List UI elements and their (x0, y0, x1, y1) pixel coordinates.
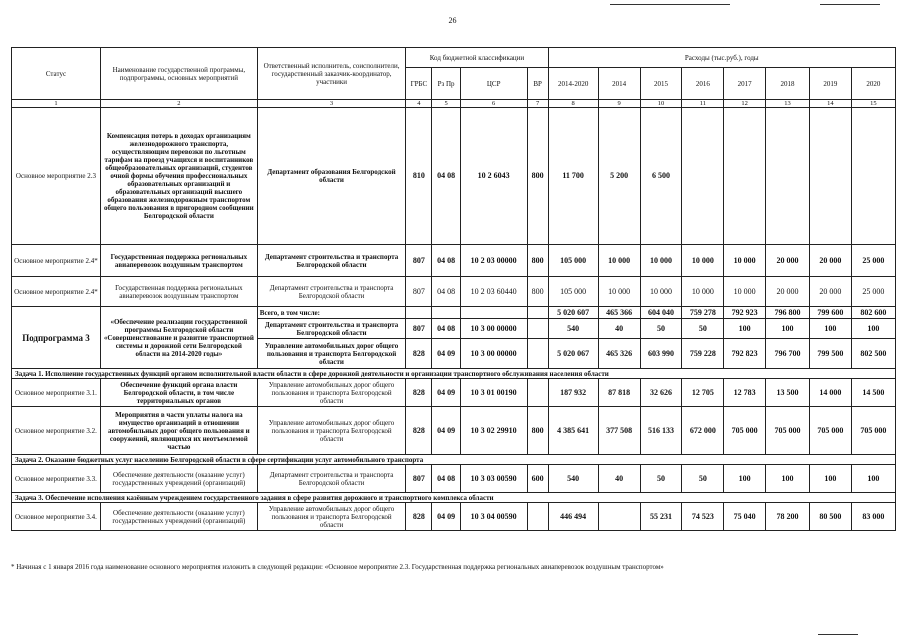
row-status: Основное мероприятие 2.3 (12, 108, 101, 245)
cell-value: 792 823 (724, 339, 766, 369)
col-index: 11 (682, 100, 724, 108)
col-index: 12 (724, 100, 766, 108)
cell-vr: 800 (527, 245, 548, 277)
cell-value: 604 040 (640, 307, 682, 319)
col-index: 14 (810, 100, 852, 108)
cell-vr: 800 (527, 108, 548, 245)
header-row (12, 48, 896, 68)
cell-value: 802 600 (851, 307, 895, 319)
cell-value (810, 108, 852, 245)
row-executor: Управление автомобильных дорог общего пользования и транспорта Белгородской области (257, 503, 406, 531)
header-year: 2015 (640, 68, 682, 100)
header-year: 2014-2020 (548, 68, 598, 100)
cell-value: 5 020 067 (548, 339, 598, 369)
col-index: 8 (548, 100, 598, 108)
cell-rzpr: 04 08 (432, 277, 460, 307)
cell-value: 100 (851, 465, 895, 493)
header-name: Наименование государственной программы, подпрограммы, основных мероприятий (100, 48, 257, 100)
row-status: Подпрограмма 3 (12, 307, 101, 369)
cell-value: 792 923 (724, 307, 766, 319)
cell-rzpr: 04 08 (432, 465, 460, 493)
cell-value: 75 040 (724, 503, 766, 531)
row-status: Основное мероприятие 3.2. (12, 407, 101, 455)
scan-mark (818, 634, 858, 635)
cell-value: 5 200 (598, 108, 640, 245)
cell-value: 705 000 (810, 407, 852, 455)
cell-value: 105 000 (548, 277, 598, 307)
cell-rzpr: 04 09 (432, 379, 460, 407)
cell-rzpr: 04 08 (432, 245, 460, 277)
header-csr: ЦСР (460, 68, 527, 100)
cell-value: 12 705 (682, 379, 724, 407)
cell-vr (527, 319, 548, 339)
cell-value: 20 000 (766, 277, 810, 307)
cell-vr: 800 (527, 407, 548, 455)
cell-value: 10 000 (640, 245, 682, 277)
cell-value: 799 600 (810, 307, 852, 319)
column-index-row (12, 100, 896, 108)
row-status: Основное мероприятие 2.4* (12, 277, 101, 307)
row-name: Мероприятия в части уплаты налога на имущество организаций в отношении автомобильных дорог общего пользования и сооружений, являющихся их неотъемлемой частью (100, 407, 257, 455)
cell-csr: 10 3 04 00590 (460, 503, 527, 531)
col-index: 10 (640, 100, 682, 108)
cell-vr: 800 (527, 277, 548, 307)
cell-value: 11 700 (548, 108, 598, 245)
col-index: 7 (527, 100, 548, 108)
cell-value: 25 000 (851, 245, 895, 277)
cell-value: 50 (682, 465, 724, 493)
cell-value: 377 508 (598, 407, 640, 455)
col-index: 15 (851, 100, 895, 108)
table-row (12, 307, 896, 319)
cell-empty (432, 307, 460, 319)
cell-value: 10 000 (724, 277, 766, 307)
cell-value: 105 000 (548, 245, 598, 277)
cell-csr: 10 3 02 29910 (460, 407, 527, 455)
cell-grbs: 807 (406, 245, 432, 277)
cell-grbs: 807 (406, 277, 432, 307)
table-row (12, 277, 896, 307)
cell-value: 799 500 (810, 339, 852, 369)
cell-value: 40 (598, 465, 640, 493)
cell-value: 50 (640, 465, 682, 493)
row-name: Обеспечение деятельности (оказание услуг) государственных учреждений (организаций) (100, 503, 257, 531)
table-row (12, 245, 896, 277)
cell-value: 100 (766, 465, 810, 493)
cell-value: 705 000 (766, 407, 810, 455)
cell-value: 80 500 (810, 503, 852, 531)
cell-value: 87 818 (598, 379, 640, 407)
cell-value: 10 000 (682, 277, 724, 307)
cell-csr: 10 3 01 00190 (460, 379, 527, 407)
cell-value: 32 626 (640, 379, 682, 407)
cell-value: 55 231 (640, 503, 682, 531)
col-index: 5 (432, 100, 460, 108)
cell-value (766, 108, 810, 245)
cell-value (598, 503, 640, 531)
cell-value (682, 108, 724, 245)
cell-csr: 10 2 03 00000 (460, 245, 527, 277)
task-title: Задача 1. Исполнение государственных функций органом исполнительной власти области в сфере дорожной деятельности и организации транспортного обслуживания населения области (12, 369, 896, 379)
cell-grbs: 807 (406, 319, 432, 339)
cell-vr (527, 339, 548, 369)
cell-value: 10 000 (598, 277, 640, 307)
table-row (12, 108, 896, 245)
table-row (12, 503, 896, 531)
row-status: Основное мероприятие 2.4* (12, 245, 101, 277)
row-executor: Управление автомобильных дорог общего пользования и транспорта Белгородской области (257, 339, 406, 369)
row-name: Обеспечение деятельности (оказание услуг) государственных учреждений (организаций) (100, 465, 257, 493)
page-number: 26 (448, 16, 457, 25)
row-executor: Управление автомобильных дорог общего пользования и транспорта Белгородской области (257, 407, 406, 455)
cell-csr: 10 2 6043 (460, 108, 527, 245)
header-budget-code: Код бюджетной классификации (406, 48, 548, 68)
col-index: 4 (406, 100, 432, 108)
cell-empty (406, 307, 432, 319)
cell-value: 13 500 (766, 379, 810, 407)
header-vr: ВР (527, 68, 548, 100)
task-row (12, 493, 896, 503)
row-name: Государственная поддержка региональных авиаперевозок воздушным транспортом (100, 245, 257, 277)
cell-value: 50 (640, 319, 682, 339)
header-grbs: ГРБС (406, 68, 432, 100)
cell-grbs: 828 (406, 339, 432, 369)
cell-value: 12 783 (724, 379, 766, 407)
cell-value: 100 (724, 319, 766, 339)
cell-value: 10 000 (724, 245, 766, 277)
cell-value: 100 (851, 319, 895, 339)
cell-value: 78 200 (766, 503, 810, 531)
cell-value: 20 000 (810, 245, 852, 277)
row-name: Обеспечение функций органа власти Белгородской области, в том числе территориальных органов (100, 379, 257, 407)
col-index: 2 (100, 100, 257, 108)
task-title: Задача 3. Обеспечение исполнения казённым учреждением государственного задания в сфере развития дорожного и транспортного комплекса области (12, 493, 896, 503)
cell-value: 603 990 (640, 339, 682, 369)
cell-value: 796 800 (766, 307, 810, 319)
cell-value: 100 (766, 319, 810, 339)
header-expenses: Расходы (тыс.руб.), годы (548, 48, 895, 68)
header-executor: Ответственный исполнитель, соисполнители, государственный заказчик-координатор, участники (257, 48, 406, 100)
col-index: 1 (12, 100, 101, 108)
cell-value: 74 523 (682, 503, 724, 531)
cell-value: 759 228 (682, 339, 724, 369)
header-year: 2017 (724, 68, 766, 100)
cell-value: 20 000 (766, 245, 810, 277)
cell-value: 672 000 (682, 407, 724, 455)
cell-vr (527, 379, 548, 407)
cell-rzpr: 04 08 (432, 108, 460, 245)
row-name: Компенсация потерь в доходах организациям железнодорожного транспорта, осуществляющим перевозки по льготным тарифам на проезд учащихся и воспитанников общеобразовательных организаций, студентов очной формы обучения профессиональных образовательных организаций и образовательных организаций высшего образования железнодорожным транспортом общего пользования в пригородном сообщении Белгородской области (100, 108, 257, 245)
cell-value: 14 000 (810, 379, 852, 407)
scan-mark (610, 4, 730, 5)
row-executor: Департамент образования Белгородской области (257, 108, 406, 245)
row-executor: Департамент строительства и транспорта Белгородской области (257, 465, 406, 493)
cell-value: 10 000 (682, 245, 724, 277)
cell-vr: 600 (527, 465, 548, 493)
cell-empty (527, 307, 548, 319)
cell-empty (460, 307, 527, 319)
row-executor: Департамент строительства и транспорта Белгородской области (257, 319, 406, 339)
header-rzpr: Рз Пр (432, 68, 460, 100)
cell-value: 40 (598, 319, 640, 339)
cell-value: 705 000 (851, 407, 895, 455)
scan-mark (820, 4, 880, 5)
row-total-label: Всего, в том числе: (257, 307, 406, 319)
task-title: Задача 2. Оказание бюджетных услуг населению Белгородской области в сфере сертификации услуг автомобильного транспорта (12, 455, 896, 465)
header-year: 2019 (810, 68, 852, 100)
cell-rzpr: 04 08 (432, 319, 460, 339)
table-row (12, 465, 896, 493)
row-executor: Управление автомобильных дорог общего пользования и транспорта Белгородской области (257, 379, 406, 407)
cell-value (851, 108, 895, 245)
col-index: 13 (766, 100, 810, 108)
cell-value: 14 500 (851, 379, 895, 407)
cell-value: 446 494 (548, 503, 598, 531)
cell-value: 4 385 641 (548, 407, 598, 455)
footnote: * Начиная с 1 января 2016 года наименование основного мероприятия изложить в следующей редакции: «Основное мероприятие 2.3. Государственная поддержка региональных авиаперевозок воздушным транспортом» (11, 563, 664, 571)
cell-value: 83 000 (851, 503, 895, 531)
cell-csr: 10 3 00 00000 (460, 319, 527, 339)
header-year: 2014 (598, 68, 640, 100)
header-year: 2016 (682, 68, 724, 100)
cell-value: 20 000 (810, 277, 852, 307)
cell-value: 25 000 (851, 277, 895, 307)
cell-csr: 10 3 03 00590 (460, 465, 527, 493)
cell-value: 802 500 (851, 339, 895, 369)
row-name: «Обеспечение реализации государственной программы Белгородской области «Совершенствование и развитие транспортной системы и дорожной сети Белгородской области на 2014-2020 годы» (100, 307, 257, 369)
row-status: Основное мероприятие 3.3. (12, 465, 101, 493)
cell-value: 540 (548, 319, 598, 339)
cell-value: 540 (548, 465, 598, 493)
row-name: Государственная поддержка региональных авиаперевозок воздушным транспортом (100, 277, 257, 307)
cell-grbs: 810 (406, 108, 432, 245)
cell-value: 465 326 (598, 339, 640, 369)
col-index: 9 (598, 100, 640, 108)
cell-value: 100 (724, 465, 766, 493)
cell-vr (527, 503, 548, 531)
header-year: 2018 (766, 68, 810, 100)
cell-value (724, 108, 766, 245)
cell-grbs: 828 (406, 407, 432, 455)
cell-value: 10 000 (598, 245, 640, 277)
header-status: Статус (12, 48, 101, 100)
row-executor: Департамент строительства и транспорта Белгородской области (257, 245, 406, 277)
cell-grbs: 807 (406, 465, 432, 493)
cell-value: 187 932 (548, 379, 598, 407)
table-row (12, 379, 896, 407)
row-status: Основное мероприятие 3.4. (12, 503, 101, 531)
cell-value: 50 (682, 319, 724, 339)
cell-value: 465 366 (598, 307, 640, 319)
row-status: Основное мероприятие 3.1. (12, 379, 101, 407)
cell-csr: 10 2 03 60440 (460, 277, 527, 307)
cell-rzpr: 04 09 (432, 339, 460, 369)
task-row (12, 455, 896, 465)
cell-grbs: 828 (406, 379, 432, 407)
header-year: 2020 (851, 68, 895, 100)
cell-value: 100 (810, 319, 852, 339)
cell-rzpr: 04 09 (432, 407, 460, 455)
cell-value: 10 000 (640, 277, 682, 307)
cell-value: 759 278 (682, 307, 724, 319)
row-executor: Департамент строительства и транспорта Белгородской области (257, 277, 406, 307)
cell-value: 100 (810, 465, 852, 493)
cell-value: 705 000 (724, 407, 766, 455)
cell-value: 6 500 (640, 108, 682, 245)
cell-value: 516 133 (640, 407, 682, 455)
budget-table (11, 47, 896, 531)
cell-csr: 10 3 00 00000 (460, 339, 527, 369)
task-row (12, 369, 896, 379)
col-index: 3 (257, 100, 406, 108)
cell-grbs: 828 (406, 503, 432, 531)
cell-value: 796 700 (766, 339, 810, 369)
col-index: 6 (460, 100, 527, 108)
table-row (12, 407, 896, 455)
cell-rzpr: 04 09 (432, 503, 460, 531)
cell-value: 5 020 607 (548, 307, 598, 319)
budget-table-wrapper (11, 47, 896, 531)
